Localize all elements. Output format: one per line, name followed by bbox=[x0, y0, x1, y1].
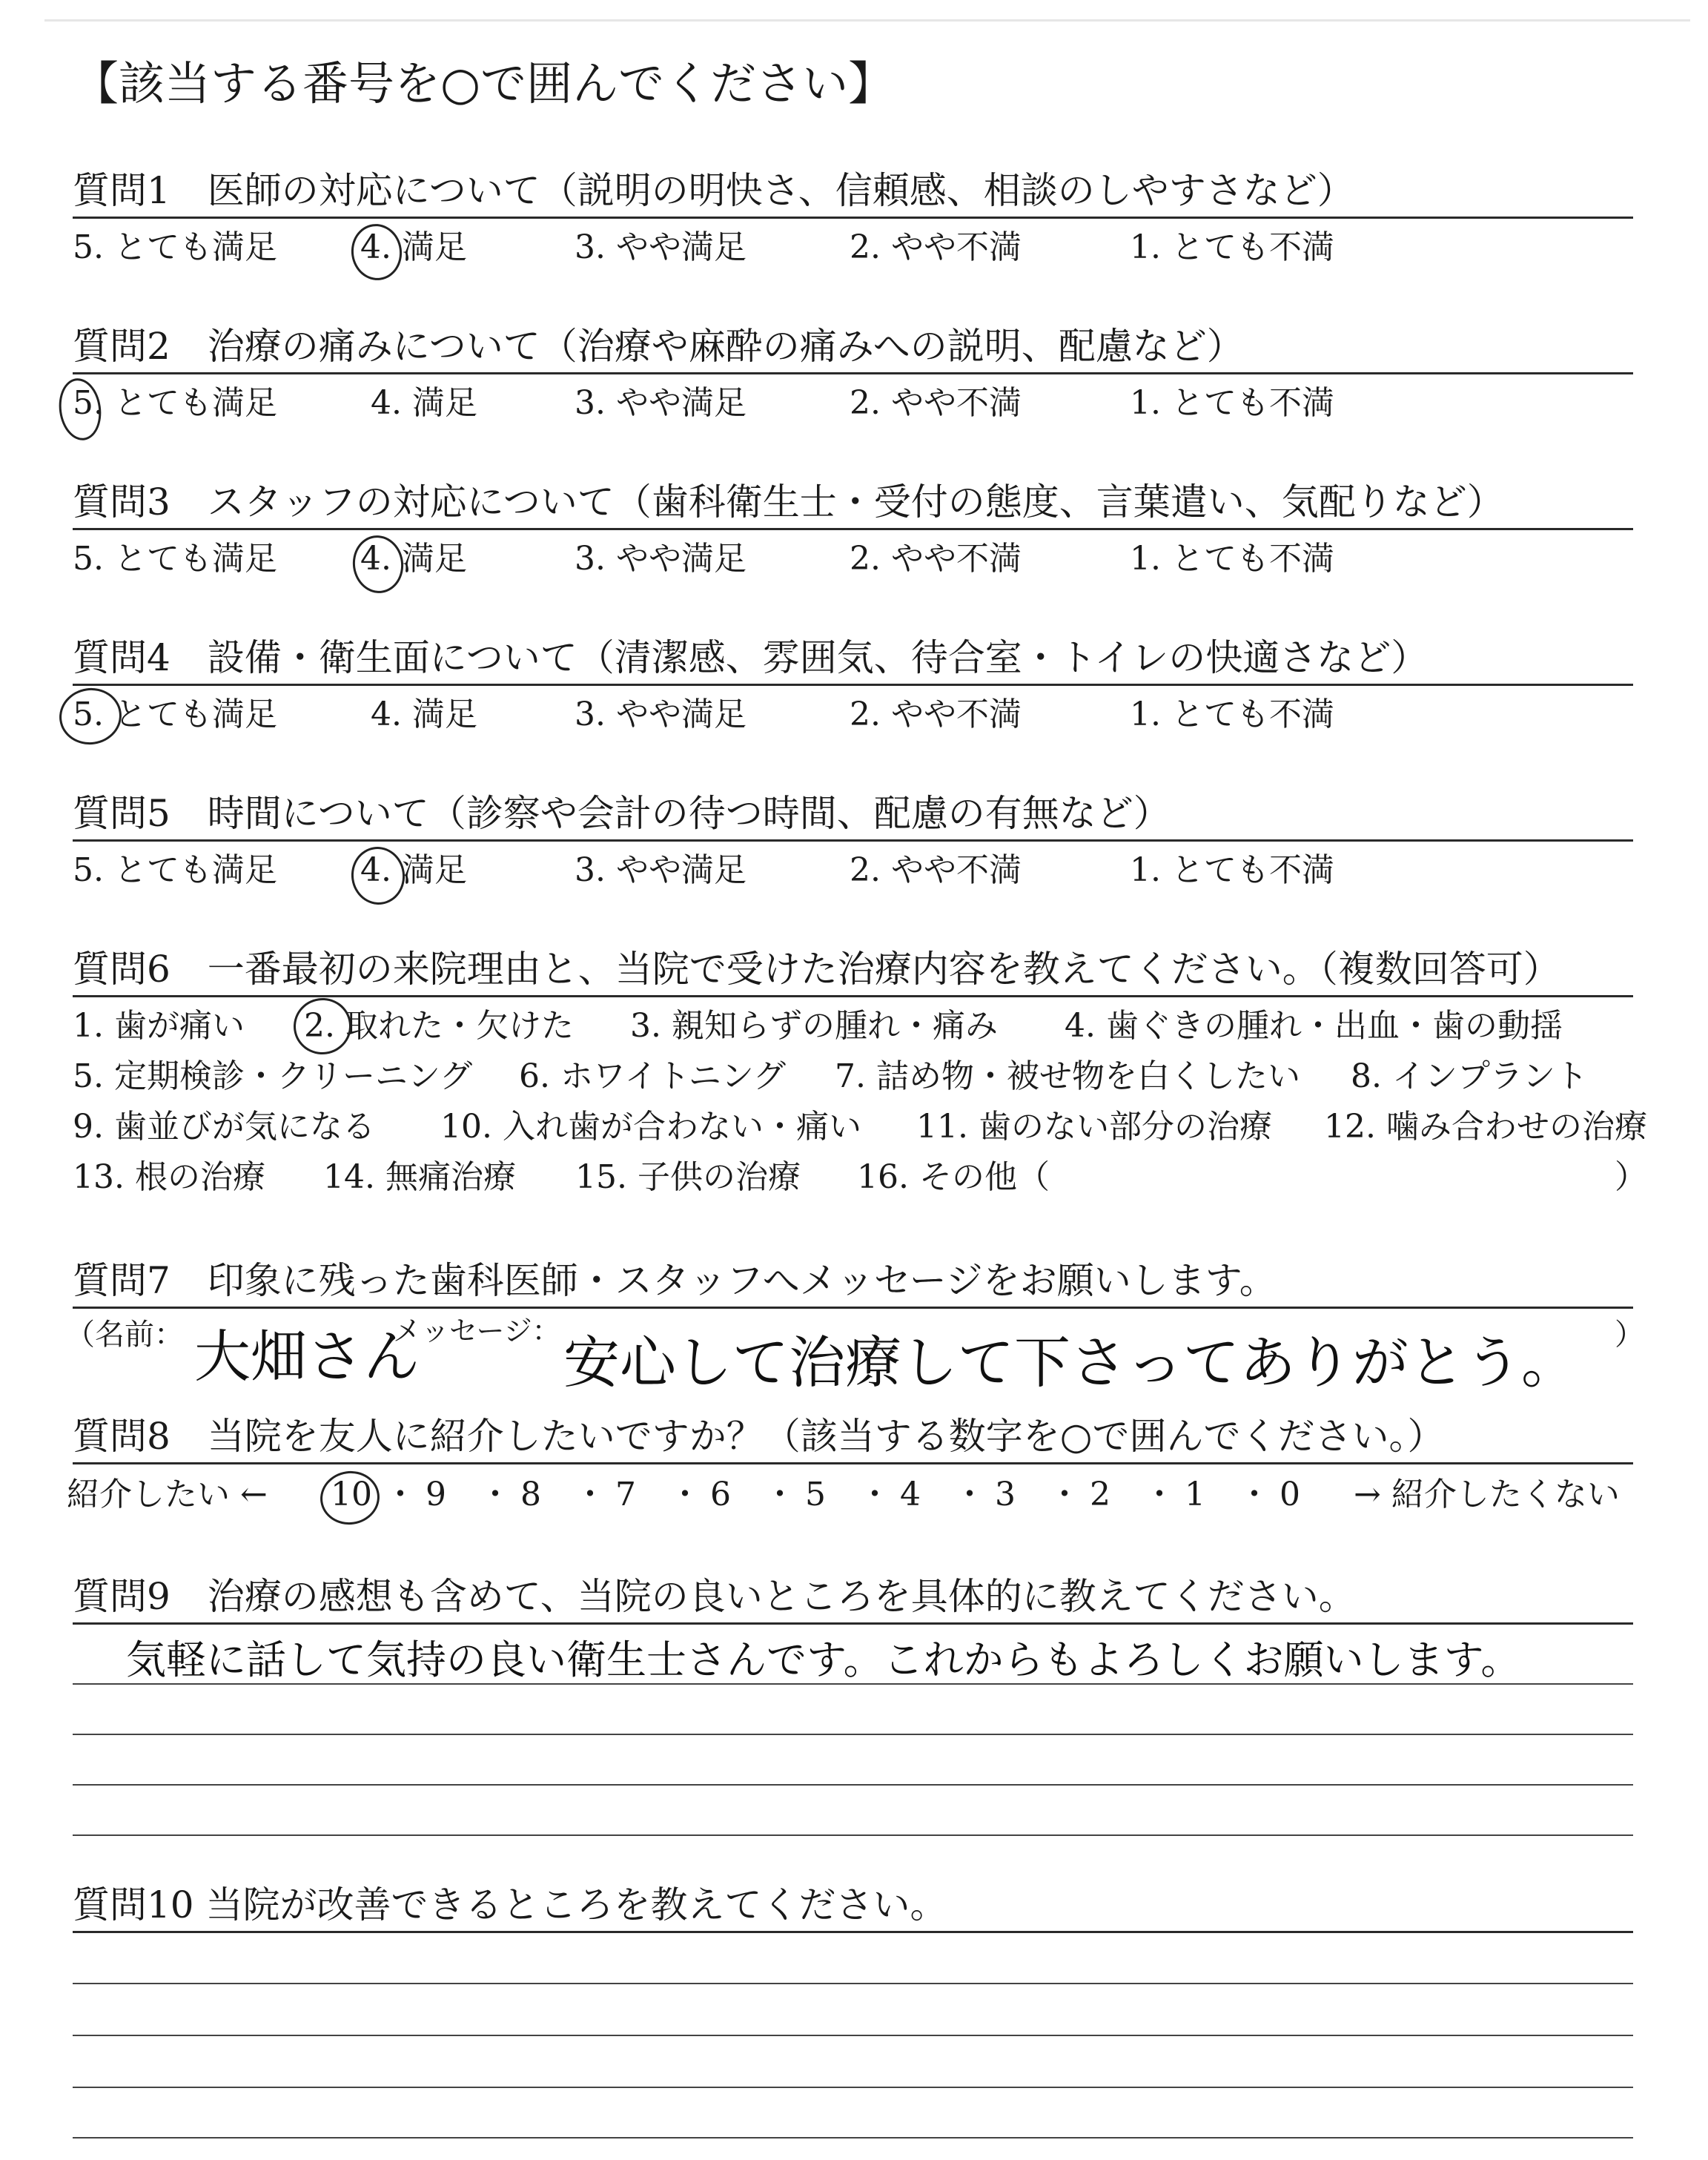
q4-option-2[interactable]: 2. やや不満 bbox=[850, 696, 1022, 733]
q5-option-2[interactable]: 2. やや不満 bbox=[850, 851, 1022, 889]
q6-option-15[interactable]: 15. 子供の治療 bbox=[575, 1158, 801, 1196]
q6-option-4[interactable]: 4. 歯ぐきの腫れ・出血・歯の動揺 bbox=[1065, 1007, 1563, 1045]
q8-right-label: → 紹介したくない bbox=[1354, 1476, 1620, 1513]
q3-option-5[interactable]: 5. とても満足 bbox=[73, 540, 277, 578]
q10-writing-line-3 bbox=[73, 2087, 1633, 2088]
q4-selection-circle bbox=[56, 684, 125, 749]
q6-option-9[interactable]: 9. 歯並びが気になる bbox=[73, 1108, 375, 1146]
q7-name-label: （名前： bbox=[65, 1318, 184, 1352]
q8-scale-8[interactable]: 8 bbox=[520, 1476, 541, 1513]
q2-option-3[interactable]: 3. やや満足 bbox=[575, 384, 747, 422]
q6-option-11[interactable]: 11. 歯のない部分の治療 bbox=[916, 1108, 1272, 1146]
q8-scale-separator: ・ bbox=[479, 1476, 512, 1513]
q2-option-5[interactable]: 5. とても満足 bbox=[73, 384, 277, 422]
q6-option-12[interactable]: 12. 噛み合わせの治療 bbox=[1324, 1108, 1647, 1146]
q6-option-7[interactable]: 7. 詰め物・被せ物を白くしたい bbox=[835, 1057, 1300, 1095]
question-9-rule bbox=[73, 1622, 1633, 1625]
q8-left-label: 紹介したい ← bbox=[67, 1476, 268, 1513]
q8-scale-6[interactable]: 6 bbox=[710, 1476, 731, 1513]
q7-handwritten-message: 安心して治療して下さってありがとう。 bbox=[563, 1330, 1578, 1396]
q8-scale-3[interactable]: 3 bbox=[995, 1476, 1016, 1513]
q4-option-4[interactable]: 4. 満足 bbox=[371, 696, 477, 733]
q6-selection-circle bbox=[290, 994, 355, 1058]
q8-scale-separator: ・ bbox=[1238, 1476, 1271, 1513]
q6-option-3[interactable]: 3. 親知らずの腫れ・痛み bbox=[630, 1007, 998, 1045]
question-2-title: 質問2 治療の痛みについて（治療や麻酔の痛みへの説明、配慮など） bbox=[73, 325, 1244, 368]
q8-scale-7[interactable]: 7 bbox=[615, 1476, 636, 1513]
q1-option-5[interactable]: 5. とても満足 bbox=[73, 228, 277, 266]
question-6-rule bbox=[73, 995, 1633, 997]
question-1-rule bbox=[73, 217, 1633, 219]
q3-option-3[interactable]: 3. やや満足 bbox=[575, 540, 747, 578]
q8-scale-0[interactable]: 0 bbox=[1280, 1476, 1300, 1513]
q7-close-paren: ） bbox=[1615, 1318, 1644, 1352]
question-2-rule bbox=[73, 372, 1633, 374]
q6-option-5[interactable]: 5. 定期検診・クリーニング bbox=[73, 1057, 473, 1095]
question-8-rule bbox=[73, 1462, 1633, 1464]
q8-selection-circle bbox=[317, 1467, 383, 1528]
q2-option-1[interactable]: 1. とても不満 bbox=[1130, 384, 1334, 422]
question-8-title: 質問8 当院を友人に紹介したいですか？（該当する数字を○で囲んでください。） bbox=[73, 1415, 1445, 1458]
question-6-title: 質問6 一番最初の来院理由と、当院で受けた治療内容を教えてください。（複数回答可） bbox=[73, 948, 1560, 991]
q6-option-10[interactable]: 10. 入れ歯が合わない・痛い bbox=[440, 1108, 861, 1146]
page-top-edge bbox=[44, 19, 1690, 22]
q3-option-1[interactable]: 1. とても不満 bbox=[1130, 540, 1334, 578]
question-9-title: 質問9 治療の感想も含めて、当院の良いところを具体的に教えてください。 bbox=[73, 1575, 1356, 1618]
question-10-rule bbox=[73, 1931, 1633, 1933]
q10-writing-line-2 bbox=[73, 2035, 1633, 2036]
q8-scale-5[interactable]: 5 bbox=[805, 1476, 826, 1513]
q8-scale-separator: ・ bbox=[384, 1476, 417, 1513]
q6-option-8[interactable]: 8. インプラント bbox=[1351, 1057, 1588, 1095]
q5-option-5[interactable]: 5. とても満足 bbox=[73, 851, 277, 889]
q9-writing-line-4 bbox=[73, 1834, 1633, 1836]
question-4-rule bbox=[73, 684, 1633, 686]
q9-writing-line-1 bbox=[73, 1683, 1633, 1685]
q3-option-2[interactable]: 2. やや不満 bbox=[850, 540, 1022, 578]
q6-option-6[interactable]: 6. ホワイトニング bbox=[519, 1057, 787, 1095]
q9-handwritten-answer: 気軽に話して気持の良い衛生士さんです。これからもよろしくお願いします。 bbox=[126, 1636, 1521, 1683]
question-10-title: 質問10 当院が改善できるところを教えてください。 bbox=[73, 1883, 947, 1926]
q5-option-1[interactable]: 1. とても不満 bbox=[1130, 851, 1334, 889]
q6-option-16[interactable]: 16. その他（ bbox=[857, 1158, 1050, 1196]
question-3-title: 質問3 スタッフの対応について（歯科衛生士・受付の態度、言葉遣い、気配りなど） bbox=[73, 480, 1504, 524]
q10-writing-line-4 bbox=[73, 2137, 1633, 2138]
q9-writing-line-2 bbox=[73, 1734, 1633, 1735]
q1-option-1[interactable]: 1. とても不満 bbox=[1130, 228, 1334, 266]
q9-writing-line-3 bbox=[73, 1784, 1633, 1786]
q2-option-2[interactable]: 2. やや不満 bbox=[850, 384, 1022, 422]
q5-option-3[interactable]: 3. やや満足 bbox=[575, 851, 747, 889]
q8-scale-1[interactable]: 1 bbox=[1185, 1476, 1205, 1513]
q6-option-1[interactable]: 1. 歯が痛い bbox=[73, 1007, 245, 1045]
q8-scale-separator: ・ bbox=[669, 1476, 701, 1513]
q3-option-4[interactable]: 4. 満足 bbox=[360, 540, 467, 578]
q6-option-13[interactable]: 13. 根の治療 bbox=[73, 1158, 265, 1196]
q8-scale-separator: ・ bbox=[1143, 1476, 1176, 1513]
q6-option-2[interactable]: 2. 取れた・欠けた bbox=[304, 1007, 574, 1045]
q2-option-4[interactable]: 4. 満足 bbox=[371, 384, 477, 422]
q1-option-4[interactable]: 4. 満足 bbox=[360, 228, 467, 266]
q4-option-5[interactable]: 5. とても満足 bbox=[73, 696, 277, 733]
question-7-rule bbox=[73, 1307, 1633, 1309]
question-5-title: 質問5 時間について（診察や会計の待つ時間、配慮の有無など） bbox=[73, 792, 1171, 835]
q6-option-14[interactable]: 14. 無痛治療 bbox=[323, 1158, 516, 1196]
question-7-title: 質問7 印象に残った歯科医師・スタッフへメッセージをお願いします。 bbox=[73, 1259, 1277, 1302]
q7-handwritten-name: 大畑さん bbox=[194, 1324, 420, 1390]
q8-scale-separator: ・ bbox=[764, 1476, 796, 1513]
q6-other-close: ） bbox=[1615, 1158, 1647, 1196]
q8-scale-2[interactable]: 2 bbox=[1090, 1476, 1110, 1513]
q8-scale-separator: ・ bbox=[1048, 1476, 1081, 1513]
page-title: 【該当する番号を○で囲んでください】 bbox=[73, 56, 895, 110]
q8-scale-9[interactable]: 9 bbox=[426, 1476, 446, 1513]
q8-scale-separator: ・ bbox=[574, 1476, 606, 1513]
q7-message-label: メッセージ： bbox=[393, 1315, 560, 1347]
question-3-rule bbox=[73, 528, 1633, 530]
q10-writing-line-1 bbox=[73, 1983, 1633, 1984]
q1-option-2[interactable]: 2. やや不満 bbox=[850, 228, 1022, 266]
q8-scale-10[interactable]: 10 bbox=[331, 1476, 372, 1513]
q4-option-1[interactable]: 1. とても不満 bbox=[1130, 696, 1334, 733]
question-5-rule bbox=[73, 839, 1633, 842]
q8-scale-separator: ・ bbox=[858, 1476, 891, 1513]
q4-option-3[interactable]: 3. やや満足 bbox=[575, 696, 747, 733]
question-4-title: 質問4 設備・衛生面について（清潔感、雰囲気、待合室・トイレの快適さなど） bbox=[73, 636, 1429, 679]
q5-option-4[interactable]: 4. 満足 bbox=[360, 851, 467, 889]
question-1-title: 質問1 医師の対応について（説明の明快さ、信頼感、相談のしやすさなど） bbox=[73, 169, 1354, 212]
q1-option-3[interactable]: 3. やや満足 bbox=[575, 228, 747, 266]
q8-scale-4[interactable]: 4 bbox=[900, 1476, 921, 1513]
q8-scale-separator: ・ bbox=[953, 1476, 986, 1513]
